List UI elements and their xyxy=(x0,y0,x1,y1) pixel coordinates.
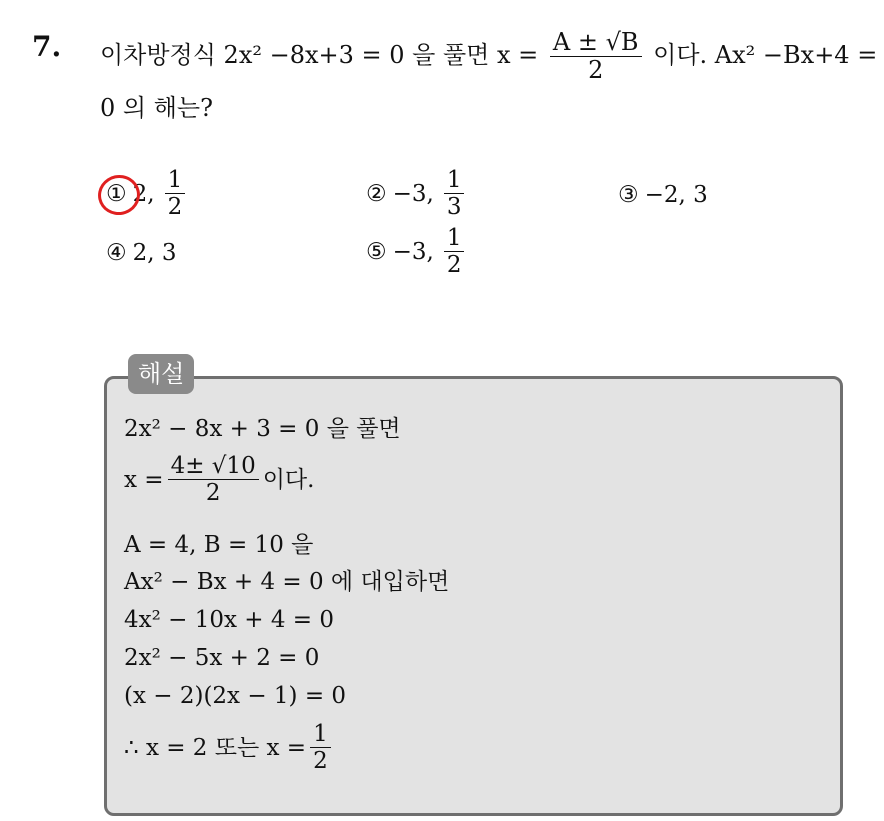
solution-line-2-suffix: 이다. xyxy=(262,466,315,493)
solution-line-7: (x − 2)(2x − 1) = 0 xyxy=(124,683,347,709)
solution-line-4: Ax² − Bx + 4 = 0 에 대입하면 xyxy=(124,569,450,595)
question-line-2: 0 의 해는? xyxy=(100,94,213,122)
solution-line-2-numerator: 4± √10 xyxy=(168,454,259,480)
choice-5-denominator: 2 xyxy=(446,252,462,279)
choice-4-text: 2, 3 xyxy=(132,240,177,266)
solution-line-3: A = 4, B = 10 을 xyxy=(124,532,314,558)
question-number: 7. xyxy=(32,30,62,63)
choice-1-fraction xyxy=(165,168,186,219)
choice-3-marker: ③ xyxy=(618,182,639,208)
choice-1-marker: ① xyxy=(106,180,127,207)
choice-2-fraction xyxy=(444,168,465,219)
choice-5-marker: ⑤ xyxy=(366,238,387,265)
choice-2-marker: ② xyxy=(366,180,387,207)
question-fraction xyxy=(550,30,642,83)
choice-5-fraction xyxy=(444,226,465,277)
solution-line-5: 4x² − 10x + 4 = 0 xyxy=(124,607,335,633)
choice-2-numerator: 1 xyxy=(444,168,465,194)
question-fraction-denominator: 2 xyxy=(588,56,604,85)
solution-line-8-denominator: 2 xyxy=(313,748,328,775)
solution-line-2-prefix: x = xyxy=(124,466,164,493)
solution-line-8-prefix: ∴ x = 2 또는 x = xyxy=(124,734,307,761)
question-line-1-suffix: 이다. Ax² −Bx+4 = xyxy=(653,41,878,70)
solution-line-2-fraction xyxy=(168,454,259,505)
question-fraction-numerator: A ± √B xyxy=(550,30,642,57)
solution-tag: 해설 xyxy=(128,354,194,394)
choice-4-marker: ④ xyxy=(106,240,127,266)
solution-line-8-fraction xyxy=(310,722,331,773)
choice-4[interactable] xyxy=(106,240,177,266)
choice-5-text: −3, xyxy=(392,238,434,265)
choice-5-numerator: 1 xyxy=(444,226,465,252)
solution-line-2-denominator: 2 xyxy=(205,480,221,507)
solution-line-6: 2x² − 5x + 2 = 0 xyxy=(124,645,320,671)
choice-2[interactable] xyxy=(366,168,468,219)
choice-1-numerator: 1 xyxy=(165,168,186,194)
solution-line-1: 2x² − 8x + 3 = 0 을 풀면 xyxy=(124,416,401,442)
solution-line-2 xyxy=(124,454,314,505)
choice-3[interactable] xyxy=(618,182,708,208)
solution-line-8-numerator: 1 xyxy=(310,722,331,748)
question-line-1-prefix: 이차방정식 2x² −8x+3 = 0 을 풀면 x = xyxy=(100,41,539,70)
solution-line-8 xyxy=(124,722,335,773)
question-line-1 xyxy=(100,30,877,83)
choice-2-denominator: 3 xyxy=(446,194,462,221)
choice-5[interactable] xyxy=(366,226,468,277)
choice-1-text: 2, xyxy=(132,180,155,207)
choice-2-text: −3, xyxy=(392,180,434,207)
choice-3-text: −2, 3 xyxy=(644,182,708,208)
choice-1-denominator: 2 xyxy=(167,194,183,221)
